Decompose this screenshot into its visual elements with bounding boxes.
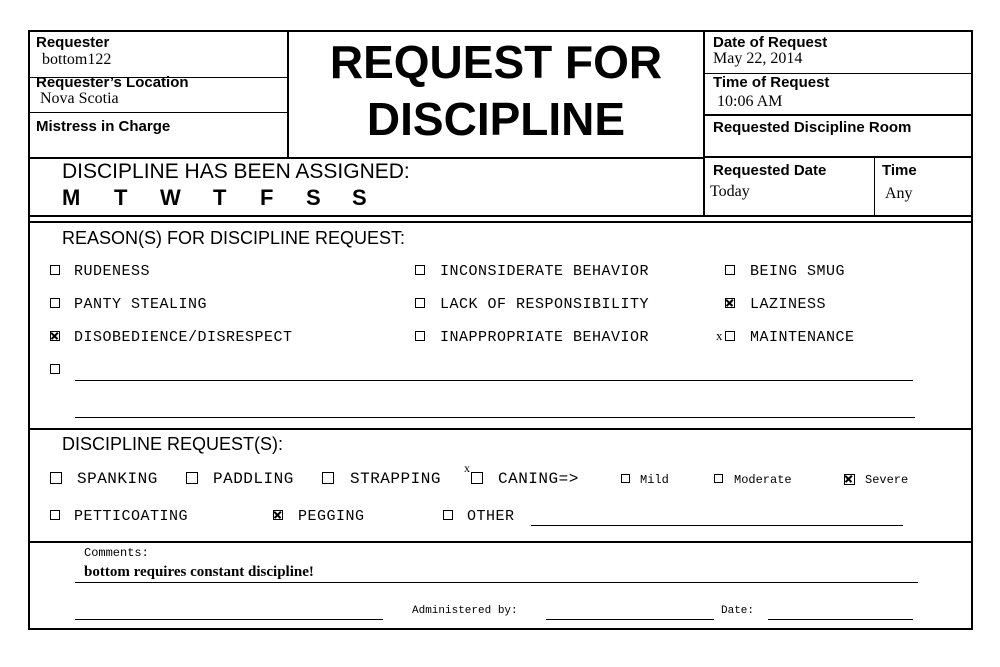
paddling-checkbox[interactable] bbox=[186, 472, 198, 484]
other-request-checkbox[interactable] bbox=[443, 510, 453, 520]
laziness-checkbox[interactable] bbox=[725, 298, 735, 308]
day-t2[interactable]: T bbox=[213, 185, 227, 210]
spanking-label: SPANKING bbox=[77, 470, 158, 488]
rudeness-checkbox[interactable] bbox=[50, 265, 60, 275]
mild-label: Mild bbox=[640, 473, 669, 487]
time-value[interactable]: 10:06 AM bbox=[717, 93, 783, 110]
day-w[interactable]: W bbox=[160, 185, 181, 210]
inappropriate-label: INAPPROPRIATE BEHAVIOR bbox=[440, 329, 650, 346]
panty-label: PANTY STEALING bbox=[74, 296, 208, 313]
disobedience-checkbox[interactable] bbox=[50, 331, 60, 341]
responsibility-label: LACK OF RESPONSIBILITY bbox=[440, 296, 650, 313]
time-label: Time of Request bbox=[713, 74, 830, 91]
room-label: Requested Discipline Room bbox=[713, 119, 912, 136]
requester-value[interactable]: bottom122 bbox=[42, 51, 112, 68]
rudeness-label: RUDENESS bbox=[74, 263, 151, 280]
day-m[interactable]: M bbox=[62, 185, 81, 210]
smug-checkbox[interactable] bbox=[725, 265, 735, 275]
caning-checkbox[interactable] bbox=[471, 472, 483, 484]
pegging-checkbox[interactable] bbox=[273, 510, 283, 520]
date-label: Date of Request bbox=[713, 34, 828, 51]
reasons-heading: REASON(S) FOR DISCIPLINE REQUEST: bbox=[62, 228, 406, 248]
inappropriate-checkbox[interactable] bbox=[415, 331, 425, 341]
maintenance-label: MAINTENANCE bbox=[750, 329, 855, 346]
severe-checkbox[interactable] bbox=[844, 474, 855, 485]
other-reason-checkbox[interactable] bbox=[50, 364, 60, 374]
caning-x-mark: x bbox=[464, 461, 470, 475]
requests-heading: DISCIPLINE REQUEST(S): bbox=[62, 434, 284, 454]
day-f[interactable]: F bbox=[260, 185, 274, 210]
responsibility-checkbox[interactable] bbox=[415, 298, 425, 308]
maintenance-checkbox[interactable] bbox=[725, 331, 735, 341]
requested-date-label: Requested Date bbox=[713, 162, 827, 179]
requester-label: Requester bbox=[36, 34, 110, 51]
form-title-line1: REQUEST FOR bbox=[329, 36, 663, 88]
other-request-line[interactable] bbox=[531, 525, 903, 526]
mild-checkbox[interactable] bbox=[621, 474, 630, 483]
requested-time-label: Time bbox=[882, 162, 917, 179]
day-s2[interactable]: S bbox=[352, 185, 367, 210]
assigned-heading: DISCIPLINE HAS BEEN ASSIGNED: bbox=[62, 160, 410, 183]
location-value[interactable]: Nova Scotia bbox=[40, 90, 119, 107]
form-title-line2: DISCIPLINE bbox=[366, 93, 626, 145]
moderate-label: Moderate bbox=[734, 473, 792, 487]
inconsiderate-checkbox[interactable] bbox=[415, 265, 425, 275]
admin-date-label: Date: bbox=[721, 605, 755, 617]
administered-label: Administered by: bbox=[412, 605, 518, 617]
disobedience-label: DISOBEDIENCE/DISRESPECT bbox=[74, 329, 293, 346]
comments-line[interactable] bbox=[75, 582, 918, 583]
comments-label: Comments: bbox=[84, 546, 149, 560]
maintenance-x-mark: x bbox=[716, 328, 723, 343]
strapping-label: STRAPPING bbox=[350, 470, 441, 488]
day-s1[interactable]: S bbox=[306, 185, 321, 210]
pegging-label: PEGGING bbox=[298, 508, 365, 525]
mistress-label: Mistress in Charge bbox=[36, 118, 171, 135]
signature-line[interactable] bbox=[75, 619, 383, 620]
inconsiderate-label: INCONSIDERATE BEHAVIOR bbox=[440, 263, 650, 280]
panty-checkbox[interactable] bbox=[50, 298, 60, 308]
severe-label: Severe bbox=[865, 473, 909, 487]
location-label: Requester’s Location bbox=[36, 74, 189, 91]
admin-date-line[interactable] bbox=[768, 619, 913, 620]
laziness-label: LAZINESS bbox=[750, 296, 827, 313]
other-reason-line1[interactable] bbox=[75, 380, 913, 381]
day-t1[interactable]: T bbox=[114, 185, 128, 210]
strapping-checkbox[interactable] bbox=[322, 472, 334, 484]
other-request-label: OTHER bbox=[467, 508, 515, 525]
other-reason-line2[interactable] bbox=[75, 417, 915, 418]
requested-date-value[interactable]: Today bbox=[710, 183, 750, 200]
requested-time-value[interactable]: Any bbox=[885, 185, 913, 202]
caning-label: CANING=> bbox=[498, 470, 579, 488]
spanking-checkbox[interactable] bbox=[50, 472, 62, 484]
date-value[interactable]: May 22, 2014 bbox=[713, 50, 803, 67]
petticoating-checkbox[interactable] bbox=[50, 510, 60, 520]
paddling-label: PADDLING bbox=[213, 470, 294, 488]
administered-line[interactable] bbox=[546, 619, 714, 620]
petticoating-label: PETTICOATING bbox=[74, 508, 189, 525]
moderate-checkbox[interactable] bbox=[714, 474, 723, 483]
comments-value[interactable]: bottom requires constant discipline! bbox=[84, 564, 314, 580]
smug-label: BEING SMUG bbox=[750, 263, 846, 280]
